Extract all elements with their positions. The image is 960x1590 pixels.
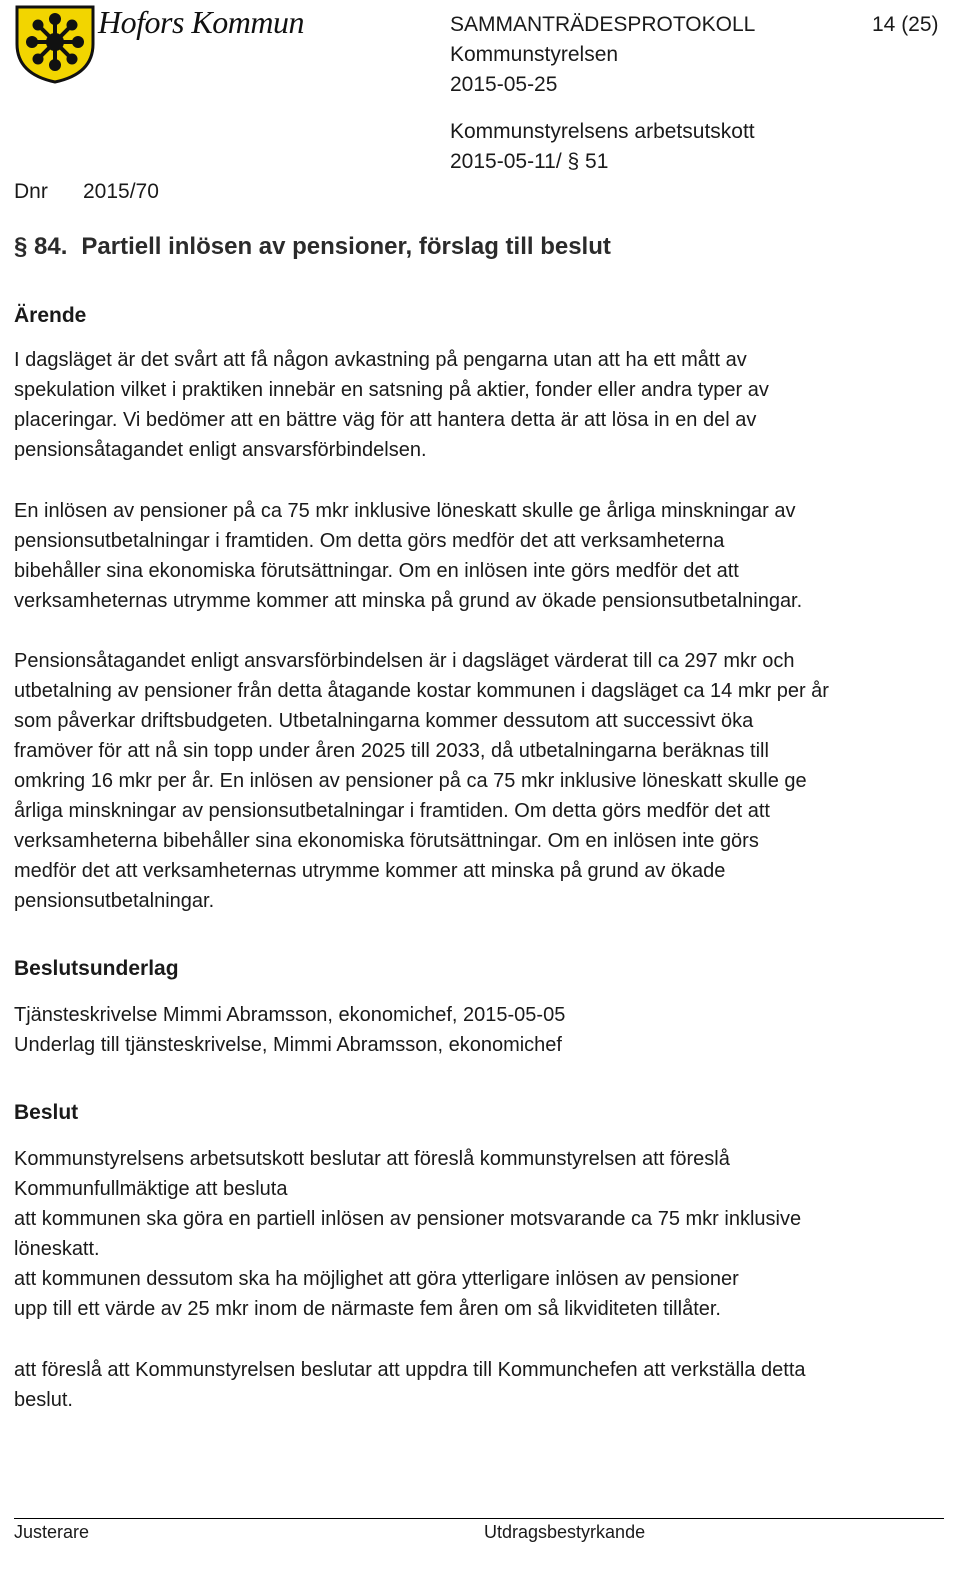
text-line: verksamheterna bibehåller sina ekonomiska förutsättningar. Om en inlösen inte görs: [14, 830, 759, 852]
page-number: 14 (25): [872, 13, 939, 36]
text-line: årliga minskningar av pensionsutbetalningar i framtiden. Om detta görs medför det att: [14, 800, 770, 822]
utdragsbestyrkande-label: Utdragsbestyrkande: [484, 1522, 646, 1542]
section-number: § 84.: [14, 233, 68, 260]
text-line: att föreslå att Kommunstyrelsen beslutar att uppdra till Kommunchefen att verkställa detta: [14, 1359, 806, 1381]
text-line: pensionsutbetalningar.: [14, 890, 215, 912]
text-line: som påverkar driftsbudgeten. Utbetalningarna kommer dessutom att successivt öka: [14, 710, 754, 732]
text-line: att kommunen dessutom ska ha möjlighet att göra ytterligare inlösen av pensioner: [14, 1268, 739, 1290]
text-line: I dagsläget är det svårt att få någon avkastning på pengarna utan att ha ett mått av: [14, 349, 747, 371]
municipality-logo: [14, 4, 96, 84]
meeting-date: 2015-05-25: [450, 73, 558, 96]
beslut-paragraph: [14, 1144, 944, 1324]
text-line: Pensionsåtagandet enligt ansvarsförbindelsen är i dagsläget värderat till ca 297 mkr och: [14, 650, 795, 672]
text-line: omkring 16 mkr per år. En inlösen av pensioner på ca 75 mkr inklusive löneskatt skulle ge: [14, 770, 807, 792]
list-item: Underlag till tjänsteskrivelse, Mimmi Abramsson, ekonomichef: [14, 1034, 562, 1056]
arende-paragraph-1: [14, 345, 944, 465]
text-line: att kommunen ska göra en partiell inlösen av pensioner motsvarande ca 75 mkr inklusive: [14, 1208, 802, 1230]
beslut-heading: Beslut: [14, 1101, 79, 1124]
arende-paragraph-2: [14, 496, 944, 616]
text-line: framöver för att nå sin topp under åren 2025 till 2033, då utbetalningarna beräknas till: [14, 740, 769, 762]
beslutsunderlag-list: [14, 1000, 944, 1060]
text-line: utbetalning av pensioner från detta åtagande kostar kommunen i dagsläget ca 14 mkr per år: [14, 680, 829, 702]
page-title: [14, 233, 611, 261]
text-line: pensionsåtagandet enligt ansvarsförbindelsen.: [14, 439, 427, 461]
text-line: pensionsutbetalningar i framtiden. Om detta görs medför det att verksamheterna: [14, 530, 725, 552]
meeting-body: Kommunstyrelsen: [450, 43, 619, 66]
text-line: beslut.: [14, 1389, 73, 1411]
arende-heading: Ärende: [14, 304, 87, 327]
text-line: upp till ett värde av 25 mkr inom de närmaste fem åren om så likviditeten tillåter.: [14, 1298, 721, 1320]
beslutsunderlag-heading: Beslutsunderlag: [14, 957, 179, 980]
justerare-label: Justerare: [14, 1522, 90, 1542]
text-line: löneskatt.: [14, 1238, 100, 1260]
committee-reference: 2015-05-11/ § 51: [450, 150, 609, 173]
text-line: spekulation vilket i praktiken innebär en satsning på aktier, fonder eller andra typer av: [14, 379, 769, 401]
committee-name: Kommunstyrelsens arbetsutskott: [450, 120, 755, 143]
arende-paragraph-3: [14, 646, 944, 916]
footer-divider: [14, 1518, 944, 1519]
text-line: En inlösen av pensioner på ca 75 mkr inklusive löneskatt skulle ge årliga minskningar av: [14, 500, 796, 522]
text-line: bibehåller sina ekonomiska förutsättningar. Om en inlösen inte görs medför det att: [14, 560, 739, 582]
crest-icon: [14, 4, 96, 84]
text-line: Kommunfullmäktige att besluta: [14, 1178, 288, 1200]
dnr-value: 2015/70: [83, 180, 159, 203]
text-line: medför det att verksamheternas utrymme kommer att minska på grund av ökade: [14, 860, 726, 882]
dnr-label: Dnr: [14, 180, 48, 203]
protocol-title: SAMMANTRÄDESPROTOKOLL: [450, 13, 756, 36]
title-text: Partiell inlösen av pensioner, förslag till beslut: [81, 233, 611, 260]
text-line: verksamheternas utrymme kommer att minska på grund av ökade pensionsutbetalningar.: [14, 590, 803, 612]
municipality-name: Hofors Kommun: [98, 4, 304, 40]
beslut-final-paragraph: [14, 1355, 944, 1415]
text-line: Kommunstyrelsens arbetsutskott beslutar att föreslå kommunstyrelsen att föreslå: [14, 1148, 730, 1170]
text-line: placeringar. Vi bedömer att en bättre väg för att hantera detta är att lösa in en del av: [14, 409, 757, 431]
list-item: Tjänsteskrivelse Mimmi Abramsson, ekonomichef, 2015-05-05: [14, 1004, 566, 1026]
